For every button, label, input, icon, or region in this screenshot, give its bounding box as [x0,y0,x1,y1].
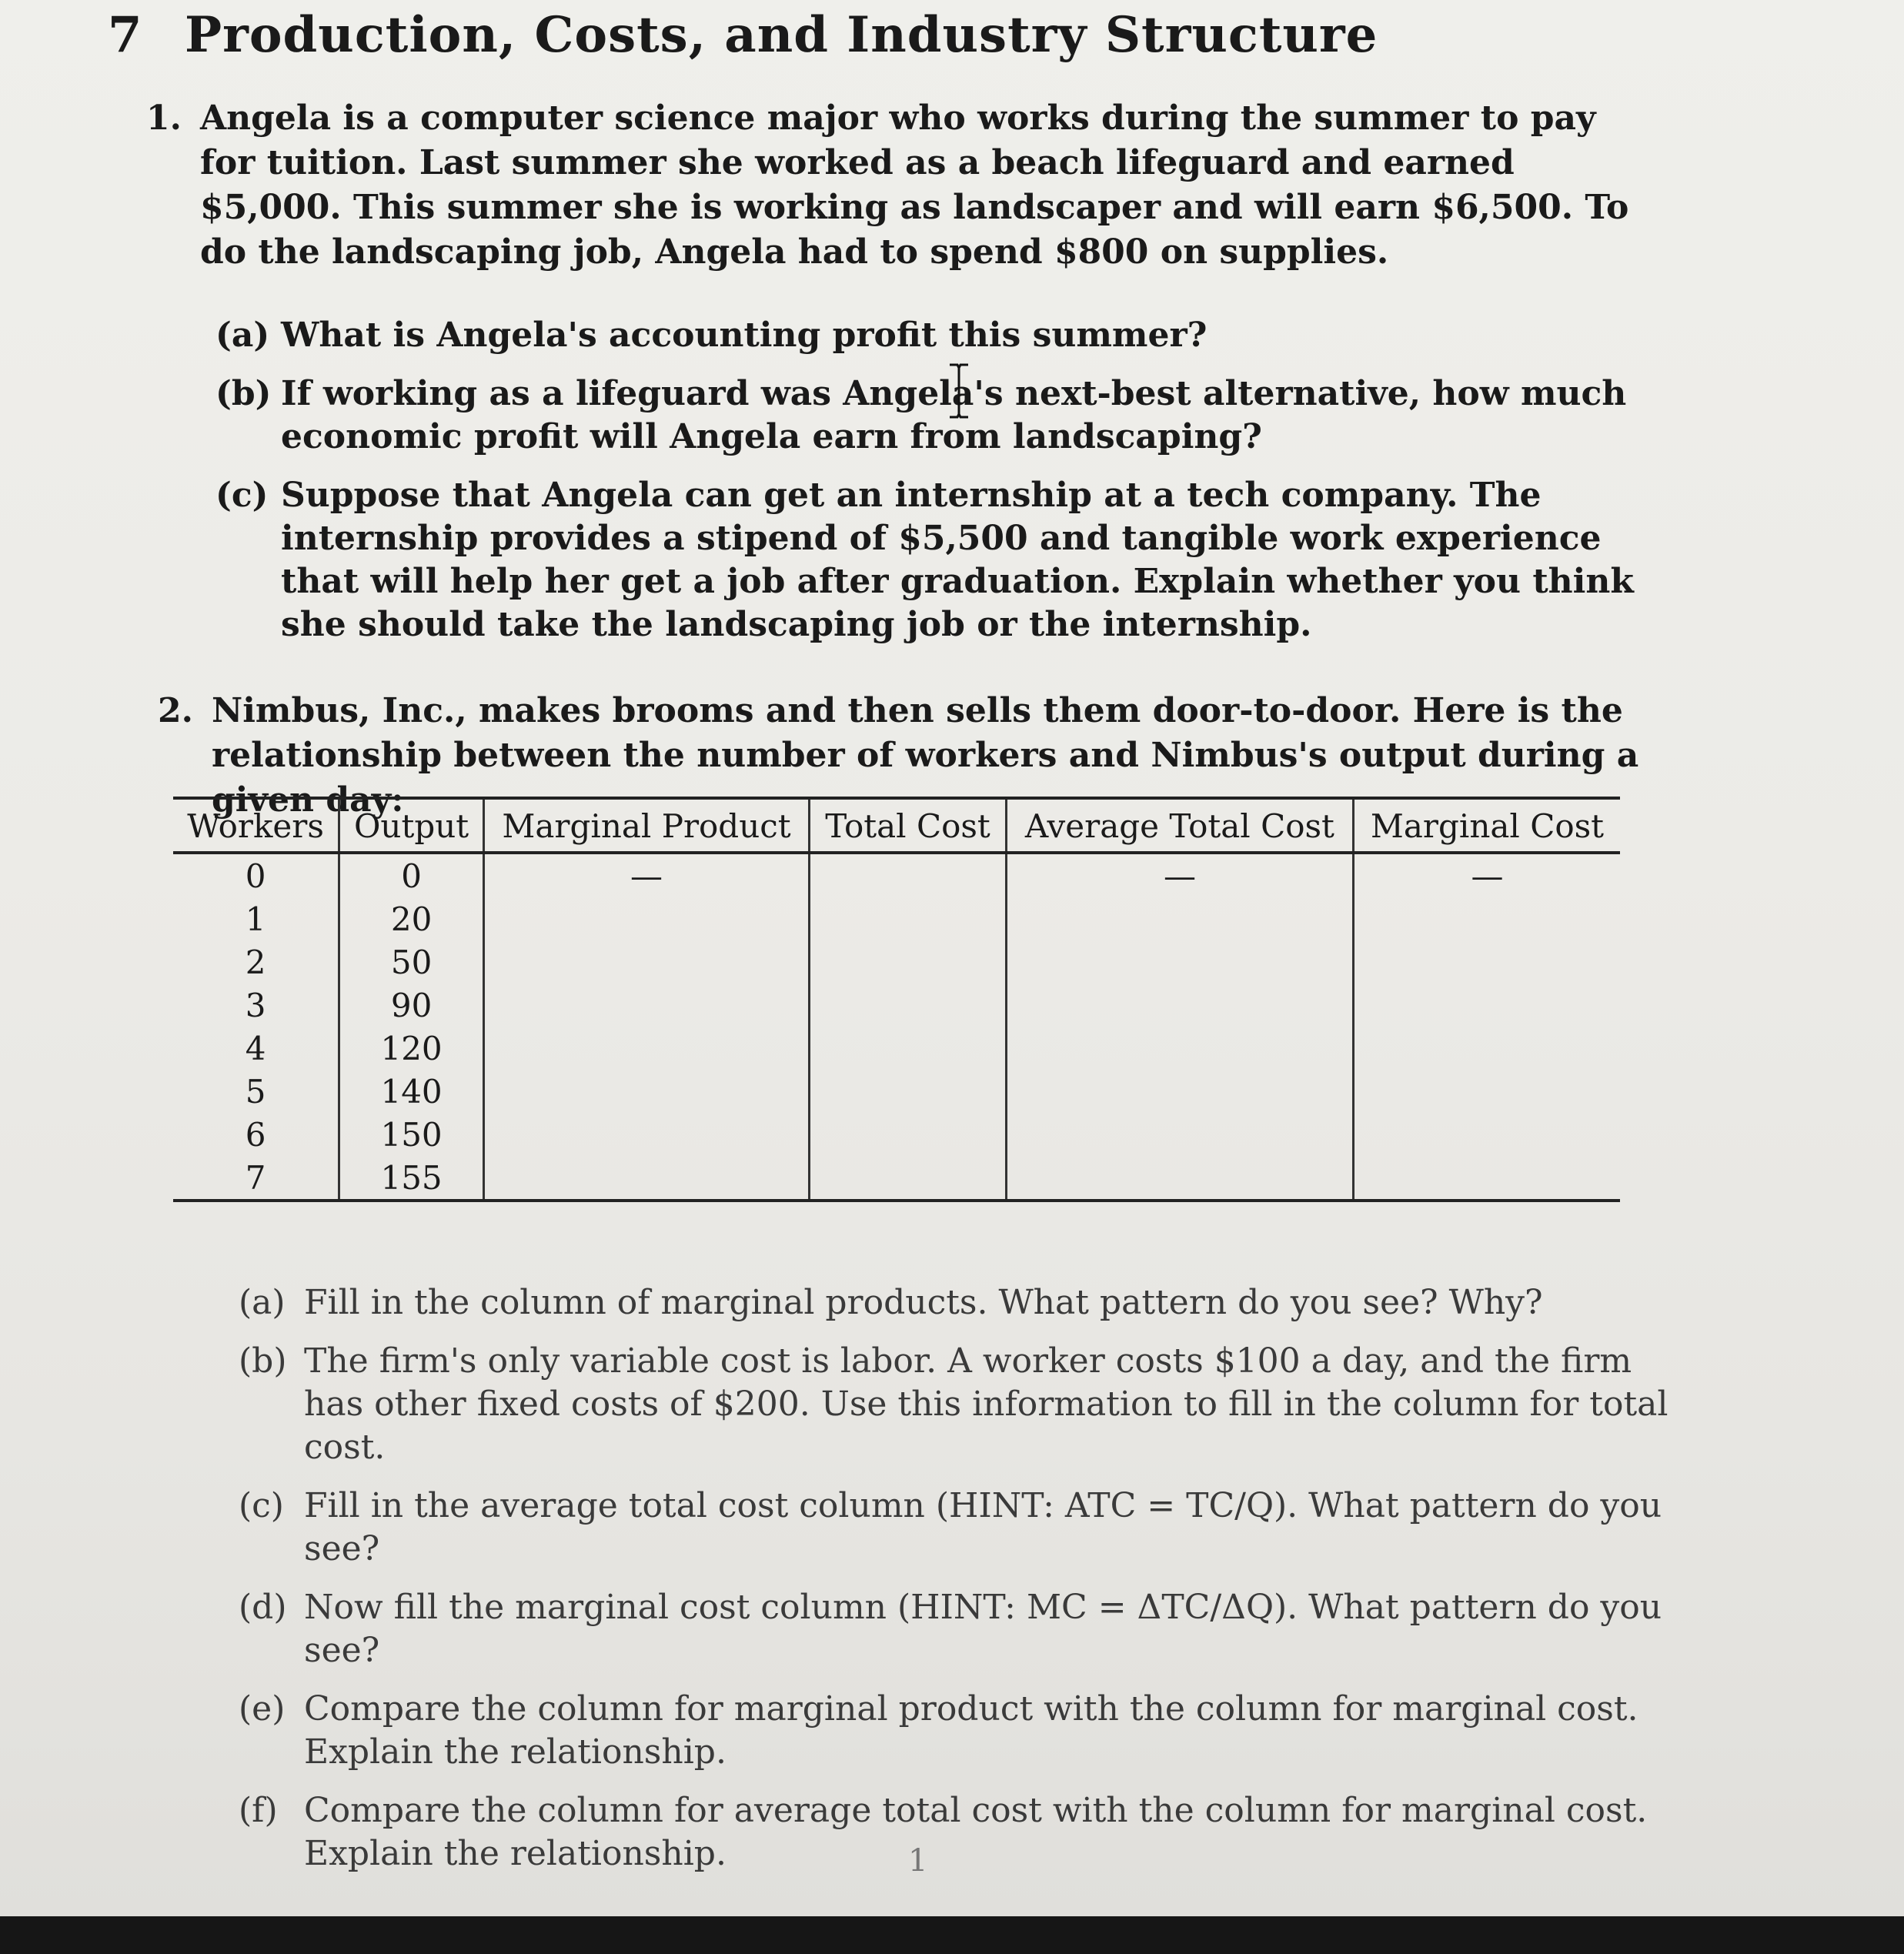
cell-workers: 2 [245,943,266,981]
part-label: (e) [239,1689,286,1729]
problem-1-part-b [215,372,1666,459]
problem-2-part-c [239,1485,1689,1571]
cell-total-cost [810,1156,1007,1201]
cell-output: 50 [339,940,484,984]
cell-workers: 6 [245,1115,266,1154]
cell-average-total-cost [1006,1113,1353,1156]
table-row [173,940,1620,984]
cell-marginal-product [483,1070,809,1113]
header-average-total-cost: Average Total Cost [1006,798,1353,853]
header-workers: Workers [173,798,339,853]
cell-total-cost [810,853,1007,897]
production-cost-table [173,797,1620,1202]
cell-marginal-cost [1353,984,1620,1027]
part-text: Compare the column for marginal product with the column for marginal cost. Explain the relationship. [304,1689,1638,1772]
part-label: (a) [239,1283,286,1322]
header-marginal-product: Marginal Product [483,798,809,853]
cell-marginal-product [483,984,809,1027]
cell-output: 90 [339,984,484,1027]
part-label: (c) [239,1486,284,1525]
cell-marginal-cost [1353,1156,1620,1201]
part-label: (f) [239,1791,278,1830]
cell-workers: 1 [245,900,266,938]
cell-workers: 4 [245,1029,266,1067]
cell-average-total-cost [1006,897,1353,940]
problem-2-part-f [239,1789,1689,1876]
section-heading [108,6,1378,64]
part-text: The firm's only variable cost is labor. A worker costs $100 a day, and the firm has other fixed costs of $200. Use this information to fill in the column for total cost. [304,1341,1669,1467]
cell-output: 140 [339,1070,484,1113]
cell-workers: 3 [245,986,266,1024]
cell-output: 0 [339,853,484,897]
cell-average-total-cost [1006,984,1353,1027]
problem-2-part-e [239,1688,1689,1774]
part-text: Suppose that Angela can get an internship at a tech company. The internship provides a stipend of $5,500 and tangible work experience that will help her get a job after graduation. Explain whether you think she should take the landscaping job or the internship. [281,476,1634,644]
screen-bottom-edge [0,1916,1904,1954]
cell-marginal-cost [1353,1027,1620,1070]
cell-average-total-cost [1006,1070,1353,1113]
cell-marginal-product: — [483,853,809,897]
cell-average-total-cost [1006,1156,1353,1201]
problem-1-parts [215,314,1666,662]
problem-1-part-c [215,474,1666,646]
cell-average-total-cost [1006,940,1353,984]
section-title: Production, Costs, and Industry Structure [185,6,1378,64]
cell-output: 150 [339,1113,484,1156]
part-text: Fill in the average total cost column (HINT: ATC = TC/Q). What pattern do you see? [304,1486,1662,1568]
cell-marginal-product [483,897,809,940]
cell-marginal-cost [1353,1113,1620,1156]
cell-total-cost [810,984,1007,1027]
header-total-cost: Total Cost [810,798,1007,853]
cell-output: 20 [339,897,484,940]
part-label: (a) [215,316,270,355]
table-header-row [173,798,1620,853]
text-cursor-icon [948,363,970,419]
cell-workers: 7 [173,1156,339,1201]
cell-output: 155 [339,1156,484,1201]
problem-1 [146,96,1662,275]
problem-2-part-a [239,1281,1689,1324]
cell-average-total-cost: — [1006,853,1353,897]
table-row [173,897,1620,940]
problem-2-text: Nimbus, Inc., makes brooms and then sells them door-to-door. Here is the relationship between the number of workers and Nimbus's output during a given day: [212,691,1639,820]
cell-total-cost [810,897,1007,940]
cell-workers: 5 [245,1072,266,1111]
cell-marginal-product [483,1113,809,1156]
cell-marginal-cost [1353,1070,1620,1113]
problem-2-parts [239,1281,1689,1891]
part-text: Compare the column for average total cost with the column for marginal cost. Explain the relationship. [304,1791,1648,1873]
table-row [173,1070,1620,1113]
cell-marginal-cost [1353,897,1620,940]
cell-marginal-product [483,1027,809,1070]
table-row [173,1113,1620,1156]
part-text: If working as a lifeguard was Angela's next-best alternative, how much economic profit will Angela earn from landscaping? [281,374,1627,456]
section-number: 7 [108,6,143,64]
table-row [173,1156,1620,1201]
part-text: Fill in the column of marginal products. What pattern do you see? Why? [304,1283,1543,1322]
problem-2-part-d [239,1586,1689,1672]
cell-total-cost [810,1027,1007,1070]
table-row [173,1027,1620,1070]
part-label: (c) [215,476,269,515]
cell-average-total-cost [1006,1027,1353,1070]
cell-marginal-cost [1353,940,1620,984]
part-label: (b) [215,374,272,413]
cell-output: 120 [339,1027,484,1070]
cell-workers: 0 [245,857,266,895]
problem-2-part-b [239,1340,1689,1469]
part-label: (d) [239,1588,287,1627]
problem-1-number: 1. [146,99,182,138]
table-row [173,853,1620,897]
problem-1-text: Angela is a computer science major who works during the summer to pay for tuition. Last summer she worked as a beach lifeguard and earned $5,000. This summer she is working as landscaper and will earn $6,500. To do the landscaping job, Angela had to spend $800 on supplies. [200,99,1629,272]
header-marginal-cost: Marginal Cost [1353,798,1620,853]
cell-marginal-product [483,1156,809,1201]
part-text: Now fill the marginal cost column (HINT: MC = ΔTC/ΔQ). What pattern do you see? [304,1588,1662,1670]
cell-total-cost [810,1070,1007,1113]
cell-marginal-product [483,940,809,984]
part-text: What is Angela's accounting profit this summer? [281,316,1208,355]
cell-marginal-cost: — [1353,853,1620,897]
header-output: Output [339,798,484,853]
table-row [173,984,1620,1027]
problem-2-number: 2. [158,691,193,730]
problem-1-part-a [215,314,1666,357]
part-label: (b) [239,1341,287,1381]
cell-total-cost [810,1113,1007,1156]
page-number: 1 [908,1843,928,1879]
cell-total-cost [810,940,1007,984]
